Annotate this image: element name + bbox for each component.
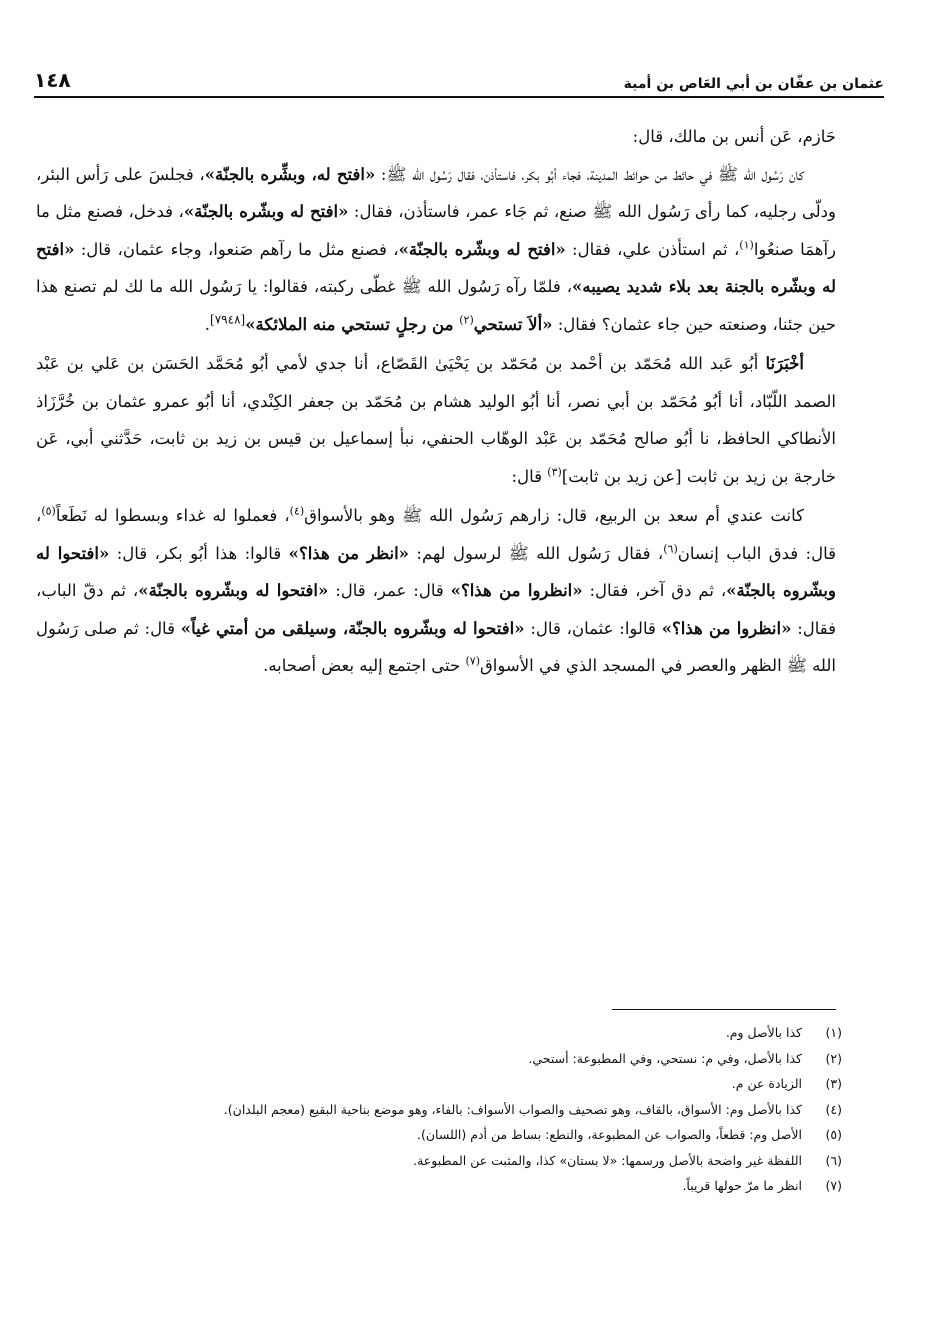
- footnote-text: الزيادة عن م.: [731, 1076, 802, 1091]
- footnote-text: الأصل وم: قطعاً، والصواب عن المطبوعة، والنطع: بساط من أدم (اللسان).: [416, 1127, 802, 1142]
- footnote-text: كذا بالأصل وم: الأسواق، بالقاف، وهو تصحيف والصواب الأسواف: بالفاء، وهو موضع بناحية البقيع (معجم البلدان).: [223, 1101, 802, 1117]
- footnote-number: (٥): [825, 1127, 842, 1142]
- footnote-number: (٧): [825, 1178, 842, 1193]
- footnote-item: [86, 1148, 842, 1174]
- footnote-text: كذا بالأصل وم.: [725, 1025, 802, 1040]
- footnote-item: [86, 1122, 842, 1148]
- footnote-marker[interactable]: (٢): [459, 313, 474, 326]
- bold-quote: «افتح له وبشّره بالجنّة»: [398, 239, 566, 259]
- main-text: [36, 118, 836, 685]
- hadith-reference: [٧٩٤٨]: [210, 312, 246, 326]
- bold-quote: «افتح له وبشّره بالجنّة»: [183, 202, 349, 221]
- paragraph-opening: حَازم، عَن أنس بن مالك، قال:: [632, 127, 836, 146]
- footnote-marker[interactable]: (٤): [289, 504, 305, 518]
- footnote-number: (٦): [825, 1152, 842, 1168]
- footnote-number: (٤): [825, 1101, 842, 1117]
- footnote-separator: [612, 1009, 836, 1010]
- footnote-number: (٢): [825, 1050, 842, 1066]
- isnad-lead: أخْبَرَنَا: [765, 354, 804, 373]
- bold-quote: «انظروا من هذا؟»: [450, 581, 583, 600]
- footnote-text: اللفظة غير واضحة بالأصل ورسمها: «لا بستان» كذا، والمثبت عن المطبوعة.: [413, 1152, 802, 1168]
- bold-quote: «انظروا من هذا؟»: [661, 618, 792, 638]
- bold-quote: «افتح له، وبشِّره بالجنّة»: [204, 164, 376, 184]
- footnotes: [86, 1020, 842, 1199]
- bold-quote: «انظر من هذا؟»: [288, 543, 409, 563]
- footnote-item: [86, 1173, 842, 1199]
- footnote-number: (٣): [825, 1076, 842, 1091]
- footnote-marker[interactable]: (١): [739, 238, 754, 251]
- bold-quote: «ألاَ تستحي: [473, 314, 553, 334]
- bold-quote: من رجلٍ تستحي منه الملائكة»: [245, 314, 460, 334]
- footnote-item: [86, 1046, 842, 1072]
- running-title: عثمان بن عفّان بن أبي العَاص بن أمية: [623, 76, 884, 92]
- bold-quote: «افتحوا له وبشّروه بالجنّة»: [138, 581, 329, 600]
- bold-quote: «افتحوا له وبشّروه بالجنّة، وسيلقى من أمتي غياً»: [180, 618, 525, 638]
- bold-quote: «افتحوا له وبشّروه بالجنّة»: [36, 543, 836, 600]
- bold-quote: «افتح له وبشّره بالجنة بعد بلاء شديد يصيبه»: [36, 239, 836, 296]
- paragraph-isnad: أخْبَرَنَا أبُو عَبد الله مُحَمّد بن أحْمد بن مُحَمّد بن يَحْيَىٰ القَصّاع، أنا جدي لأمي أبُو مُحَمَّد الحَسَن بن عَلي بن عَبْد الصمد اللّبّاد، أنا أبُو مُحَمّد بن أبي نصر، أنا أبُو الوليد هشام بن مُحَمّد بن جعفر الكِنْدي، أنا أبُو عمرو عثمان بن خُرَّزَاذ الأنطاكي الحافظ، نا أبُو صالح مُحَمّد بن عَبْد الوهّاب الحنفي، نبأ إسماعيل بن قيس بن زيد بن ثابت، حَدَّثني أبي، عَن خارجة بن زيد بن ثابت [عن زيد بن ثابت]$^{(٣)}$ قال:: [36, 354, 836, 486]
- header-rule: [34, 96, 884, 98]
- page-number: ١٤٨: [34, 68, 71, 92]
- page-header: [34, 58, 884, 92]
- paragraph-hadith-1: كان رَسُول الله ﷺ في حائط من حوائط المدينة، فجاء أبُو بكر، فاستأذن، فقال رَسُول الله ﷺ: «افتح له، وبشِّره بالجنّة»، فجلسَ على رَأس البئر، ودلّى رجليه، كما رأى رَسُول الله ﷺ صنع، ثم جَاء عمر، فاستأذن، فقال: «افتح له وبشّره بالجنّة»، فدخل، فصنع مثل ما رآهمَا صنعُوا$^{(١)}$، ثم استأذن علي، فقال: «افتح له وبشّره بالجنّة»، فصنع مثل ما رآهم صَنعوا، وجاء عثمان، قال: «افتح له وبشّره بالجنة بعد بلاء شديد يصيبه»، فلمّا رآه رَسُول الله ﷺ غطّى ركبته، فقالوا: يا رَسُول الله ما لك لم تصنع هذا حين جئنا، وصنعته حين جاء عثمان؟ فقال: «ألاَ تستحي$^{(٢)}$ من رجلٍ تستحي منه الملائكة»[٧٩٤٨].: [36, 164, 837, 334]
- footnote-marker[interactable]: (٥): [41, 504, 56, 518]
- footnote-item: [86, 1020, 842, 1046]
- footnote-item: [86, 1097, 842, 1123]
- footnote-text: انظر ما مرّ حولها قريباً.: [682, 1178, 802, 1193]
- footnote-text: كذا بالأصل، وفي م: نستحي، وفي المطبوعة: أستحي.: [528, 1050, 802, 1066]
- paragraph-hadith-2: كانت عندي أم سعد بن الربيع، قال: زارهم رَسُول الله ﷺ وهو بالأسواق$^{(٤)}$، فعملوا له غداء وبسطوا له نَطَعاً$^{(٥)}$، قال: فدق الباب إنسان$^{(٦)}$، فقال رَسُول الله ﷺ لرسول لهم: «انظر من هذا؟» قالوا: هذا أبُو بكر، قال: «افتحوا له وبشّروه بالجنّة»، ثم دق آخر، فقال: «انظروا من هذا؟» قال: عمر، قال: «افتحوا له وبشّروه بالجنّة»، ثم دقّ الباب، فقال: «انظروا من هذا؟» قالوا: عثمان، قال: «افتحوا له وبشّروه بالجنّة، وسيلقى من أمتي غياً» قال: ثم صلى رَسُول الله ﷺ الظهر والعصر في المسجد الذي في الأسواق$^{(٧)}$ حتى اجتمع إليه بعض أصحابه.: [36, 504, 837, 675]
- footnote-number: (١): [825, 1025, 842, 1040]
- footnote-marker[interactable]: (٦): [663, 542, 678, 555]
- footnote-marker[interactable]: (٣): [547, 465, 562, 478]
- footnote-item: [86, 1071, 842, 1097]
- footnote-marker[interactable]: (٧): [465, 654, 480, 668]
